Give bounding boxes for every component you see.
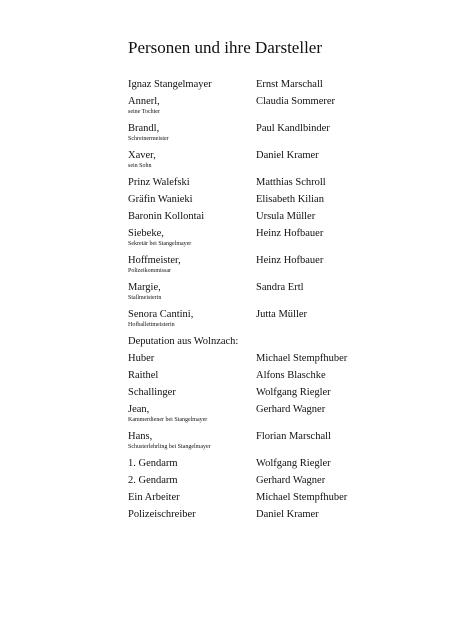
cast-list [128,78,398,525]
actor-name: Jutta Müller [256,309,308,320]
role-cell [128,254,256,275]
role-cell [128,308,256,329]
cast-row [128,210,398,227]
role-description: Polizeikommissar [128,268,171,274]
role-cell [128,95,256,116]
cast-row [128,254,398,281]
role-name: Ignaz Stangelmayer [128,79,212,90]
cast-row [128,430,398,457]
role-cell [128,335,398,348]
role-name: Xaver, [128,150,156,161]
role-name: Prinz Walefski [128,177,190,188]
role-cell [128,430,256,451]
role-name: Baronin Kollontai [128,211,205,222]
role-description: Schusterlehrling bei Stangelmayer [128,444,211,450]
actor-name: Gerhard Wagner [256,404,326,415]
cast-row [128,308,398,335]
role-description: Sekretär bei Stangelmayer [128,241,192,247]
actor-name: Daniel Kramer [256,509,319,520]
actor-name: Wolfgang Riegler [256,458,331,469]
cast-row [128,352,398,369]
role-cell [128,149,256,170]
actor-name: Ursula Müller [256,211,316,222]
actor-name: Florian Marschall [256,431,331,442]
role-name: Gräfin Wanieki [128,194,193,205]
role-cell [128,474,256,487]
role-cell [128,122,256,143]
role-name: Raithel [128,370,159,381]
role-description: Kammerdiener bei Stangelmayer [128,417,208,423]
actor-name: Daniel Kramer [256,150,319,161]
cast-row [128,193,398,210]
role-cell [128,491,256,504]
actor-name: Alfons Blaschke [256,370,326,381]
actor-name: Claudia Sommerer [256,96,336,107]
role-cell [128,78,256,91]
cast-row [128,122,398,149]
actor-name: Paul Kandlbinder [256,123,330,134]
role-cell [128,352,256,365]
role-cell [128,508,256,521]
actor-name: Heinz Hofbauer [256,228,324,239]
role-cell [128,369,256,382]
role-cell [128,193,256,206]
role-description: Hofballettmeisterin [128,322,175,328]
role-name: Brandl, [128,123,160,134]
role-description: Stallmeisterin [128,295,162,301]
cast-row [128,369,398,386]
role-cell [128,386,256,399]
cast-row [128,457,398,474]
role-cell [128,403,256,424]
cast-row [128,508,398,525]
role-description: seine Tochter [128,109,160,115]
role-name: Hoffmeister, [128,255,181,266]
role-name: 1. Gendarm [128,458,178,469]
cast-row [128,281,398,308]
cast-row [128,386,398,403]
role-name: Senora Cantini, [128,309,194,320]
actor-name: Ernst Marschall [256,79,323,90]
role-cell [128,176,256,189]
role-name: Deputation aus Wolnzach: [128,336,239,347]
role-description: Schreinermeister [128,136,169,142]
role-name: Polizeischreiber [128,509,196,520]
role-name: Schallinger [128,387,176,398]
cast-row [128,491,398,508]
actor-name: Matthias Schroll [256,177,326,188]
cast-row [128,95,398,122]
cast-row [128,78,398,95]
role-cell [128,457,256,470]
role-name: 2. Gendarm [128,475,178,486]
cast-row [128,149,398,176]
actor-name: Sandra Ertl [256,282,304,293]
role-cell [128,210,256,223]
actor-name: Wolfgang Riegler [256,387,331,398]
cast-row [128,474,398,491]
actor-name: Michael Stempfhuber [256,492,348,503]
cast-row [128,176,398,193]
role-name: Hans, [128,431,153,442]
role-name: Siebeke, [128,228,164,239]
role-description: sein Sohn [128,163,152,169]
role-name: Huber [128,353,155,364]
cast-row [128,227,398,254]
actor-name: Michael Stempfhuber [256,353,348,364]
actor-name: Heinz Hofbauer [256,255,324,266]
page-title: Personen und ihre Darsteller [127,38,323,57]
cast-row [128,403,398,430]
role-name: Jean, [128,404,150,415]
role-name: Ein Arbeiter [128,492,180,503]
cast-group-header [128,335,398,352]
actor-name: Elisabeth Kilian [256,194,324,205]
role-name: Margie, [128,282,161,293]
role-cell [128,227,256,248]
role-cell [128,281,256,302]
actor-name: Gerhard Wagner [256,475,326,486]
role-name: Annerl, [128,96,160,107]
